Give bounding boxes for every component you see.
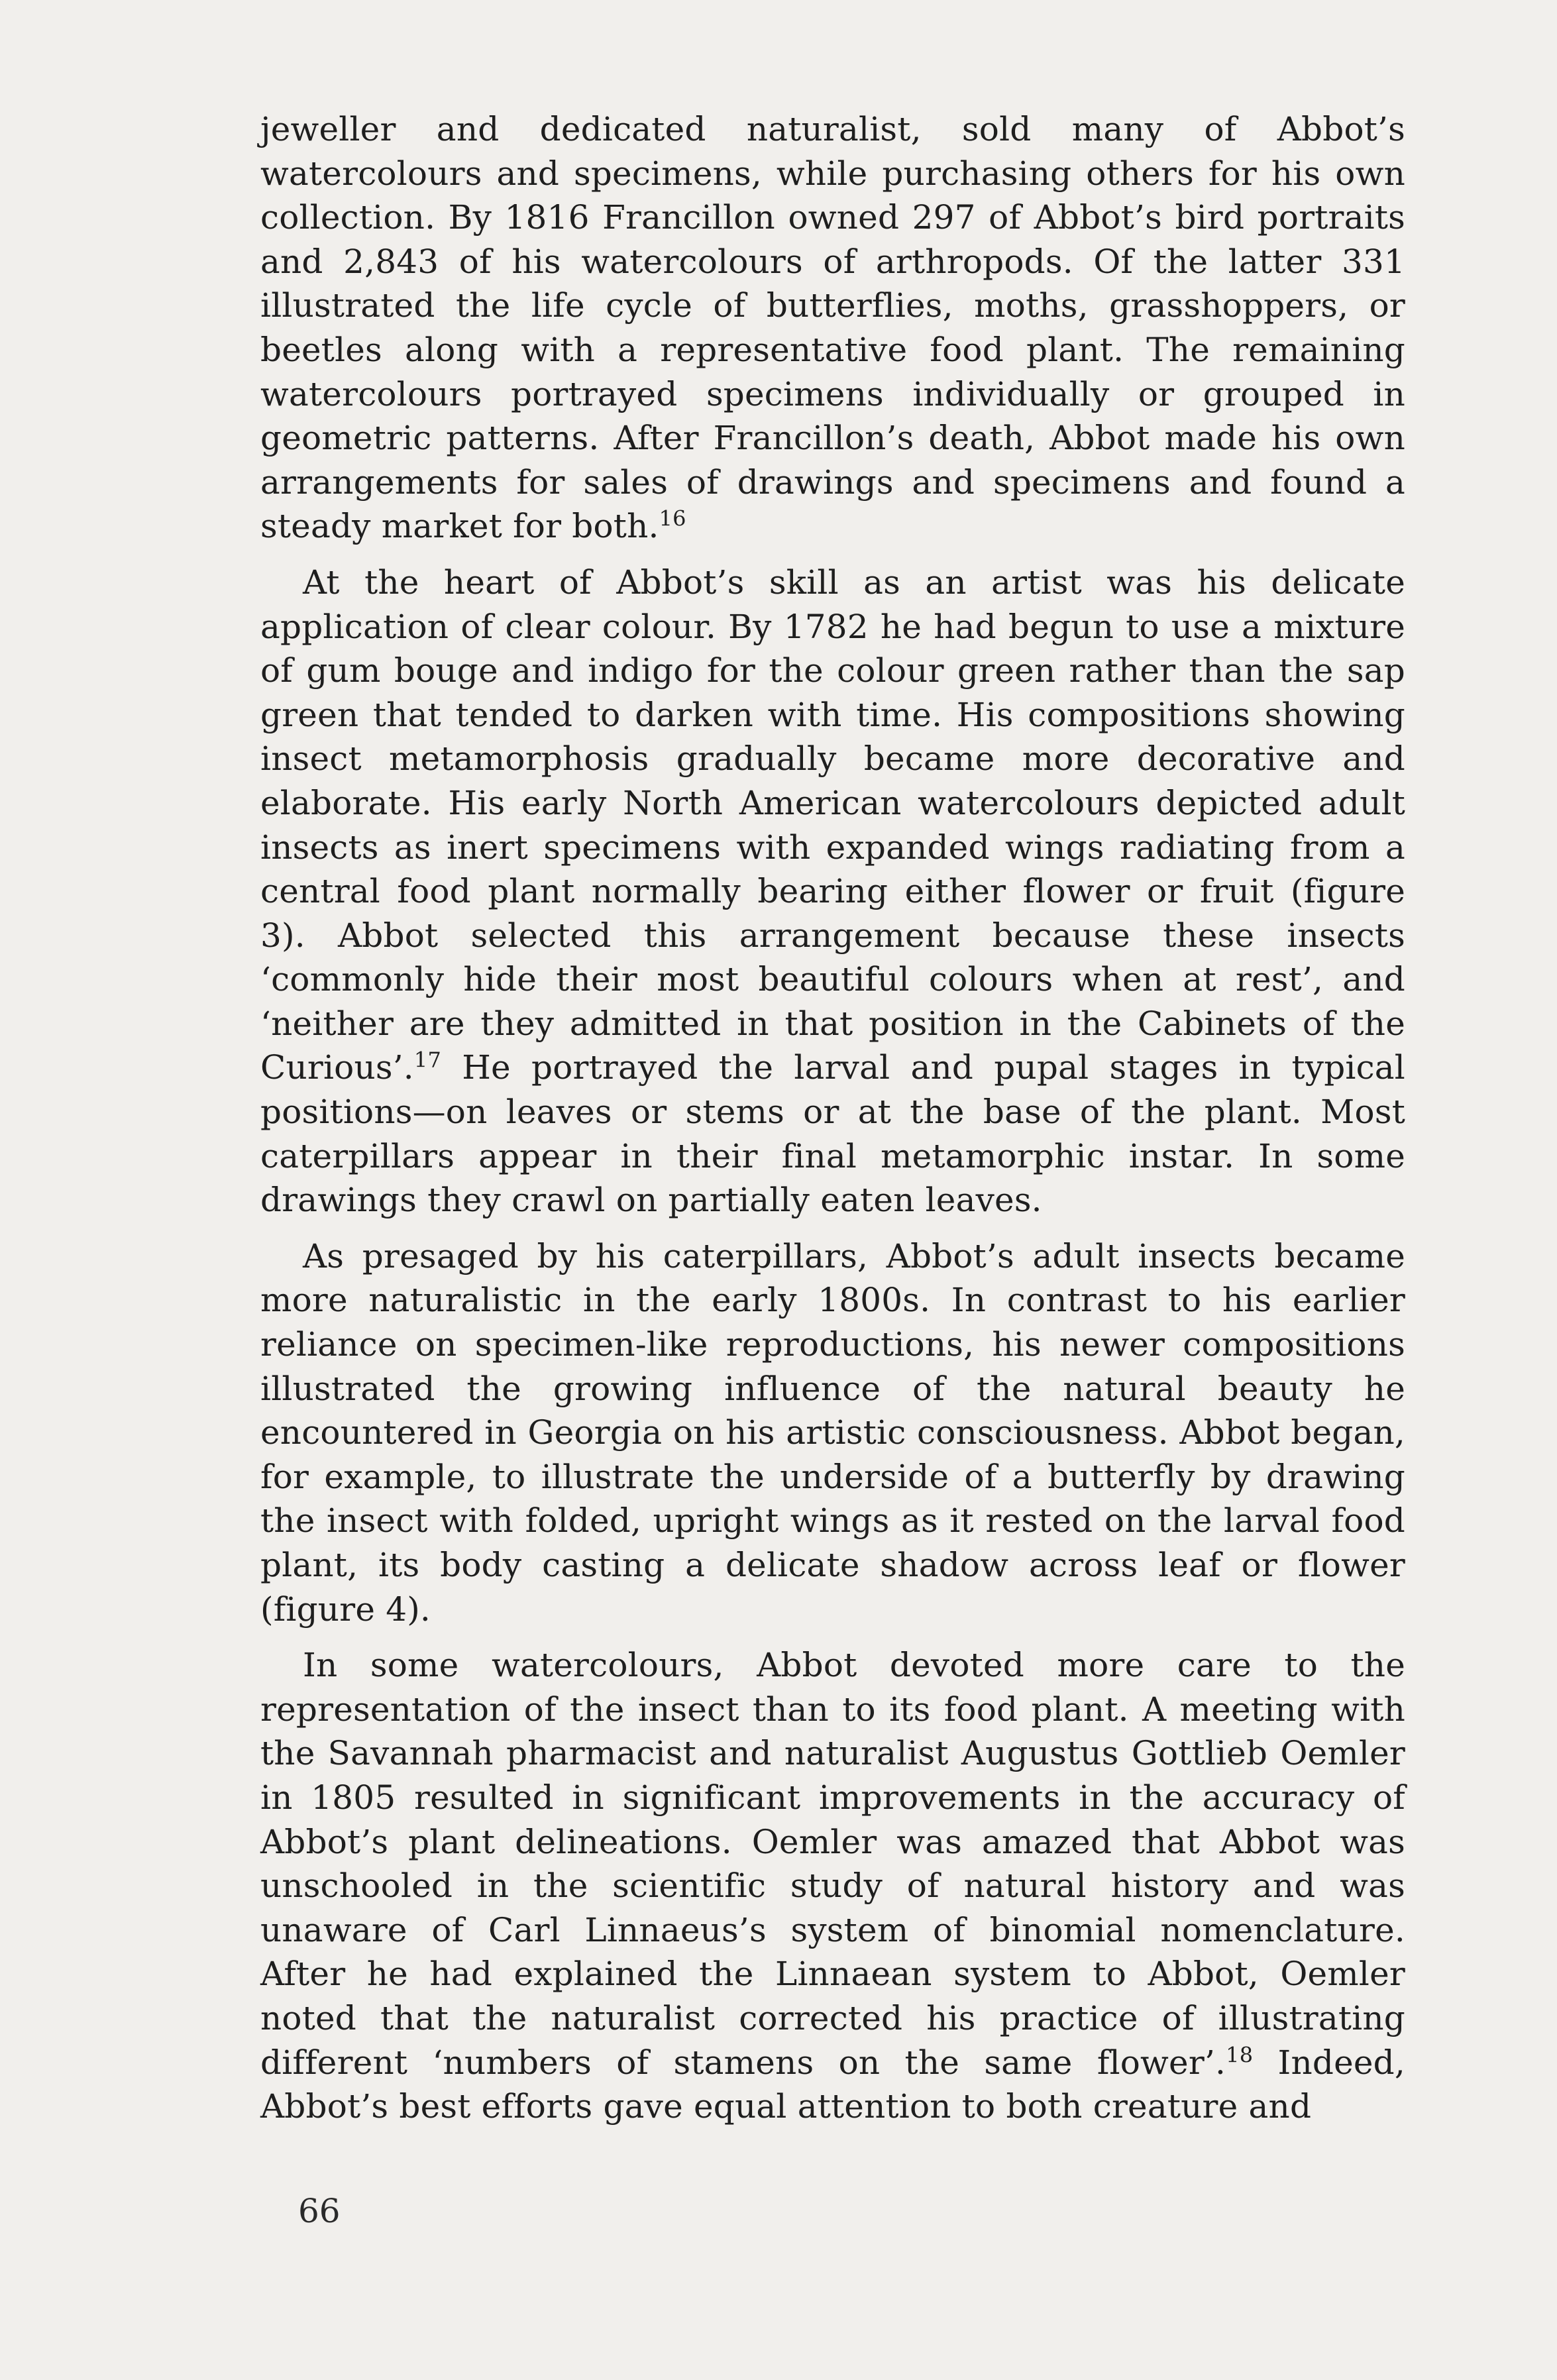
body-text [260,107,1405,2129]
paragraph-text: He portrayed the larval and pupal stages in typical positions—on leaves or stems or at the base of the plant. Most caterpillars appear in their final metamorphic instar. In some drawings they crawl on partially eaten leaves. [260,1048,1405,1220]
paragraph-text: Indeed, Abbot’s best efforts gave equal attention to both creature and [260,2043,1405,2126]
paragraph-3 [260,1234,1405,1631]
footnote-ref-17: 17 [413,1047,442,1073]
page-number: 66 [298,2192,341,2230]
footnote-ref-16: 16 [659,506,686,531]
paragraph-text: In some watercolours, Abbot devoted more care to the representation of the insect than to its food plant. A meeting with the Savannah pharmacist and naturalist Augustus Gottlieb Oemler in 1805 resulted in significant improvements in the accuracy of Abbot’s plant delineations. Oemler was amazed that Abbot was unschooled in the scientific study of natural history and was unaware of Carl Linnaeus’s system of binomial nomenclature. After he had explained the Linnaean system to Abbot, Oemler noted that the naturalist corrected his practice of illustrating different ‘numbers of stamens on the same flower’. [260,1646,1405,2082]
paragraph-4 [260,1643,1405,2129]
paragraph-2 [260,561,1405,1222]
paragraph-text: jeweller and dedicated naturalist, sold many of Abbot’s watercolours and specimens, while purchasing others for his own collection. By 1816 Francillon owned 297 of Abbot’s bird portraits and 2,843 of his watercolours of arthropods. Of the latter 331 illustrated the life cycle of butterflies, moths, grasshoppers, or beetles along with a representative food plant. The remaining watercolours portrayed specimens individually or grouped in geometric patterns. After Francillon’s death, Abbot made his own arrangements for sales of drawings and specimens and found a steady market for both. [260,110,1405,546]
footnote-ref-18: 18 [1226,2041,1254,2067]
paragraph-text: At the heart of Abbot’s skill as an artist was his delicate application of clear colour. By 1782 he had begun to use a mixture of gum bouge and indigo for the colour green rather than the sap green that tended to darken with time. His compositions showing insect metamorphosis gradually became more decorative and elaborate. His early North American watercolours depicted adult insects as inert specimens with expanded wings radiating from a central food plant normally bearing either flower or fruit (figure 3). Abbot selected this arrangement because these insects ‘commonly hide their most beautiful colours when at rest’, and ‘neither are they admitted in that position in the Cabinets of the Curious’. [260,563,1405,1087]
paragraph-1 [260,107,1405,549]
paragraph-text: As presaged by his caterpillars, Abbot’s adult insects became more naturalistic in the early 1800s. In contrast to his earlier reliance on specimen-like reproductions, his newer compositions illustrated the growing influence of the natural beauty he encountered in Georgia on his artistic consciousness. Abbot began, for example, to illustrate the underside of a butterfly by drawing the insect with folded, upright wings as it rested on the larval food plant, its body casting a delicate shadow across leaf or flower (figure 4). [260,1236,1405,1629]
